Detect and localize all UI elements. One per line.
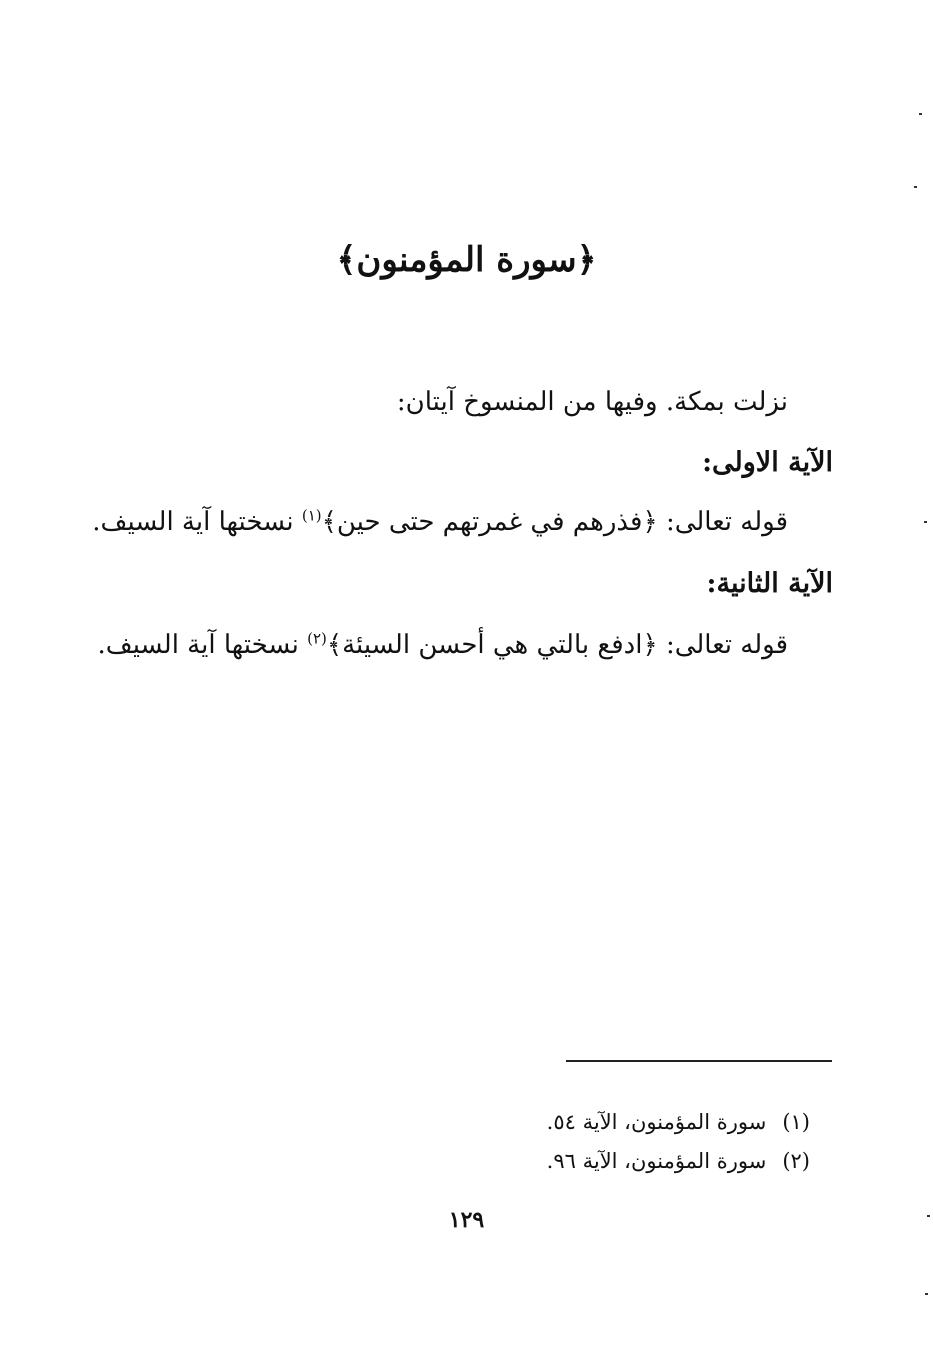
verse-prefix: قوله تعالى: — [657, 507, 788, 537]
footnote-text: سورة المؤمنون، الآية ٥٤. — [546, 1110, 767, 1134]
footnote-marker: (٢) — [307, 629, 327, 648]
surah-title: ﴿سورة المؤمنون﴾ — [336, 240, 597, 280]
intro-text: نزلت بمكة. وفيها من المنسوخ آيتان: — [396, 387, 788, 417]
verse-quote: ﴿فذرهم في غمرتهم حتى حين﴾ — [321, 507, 658, 537]
footnote-number: (٢) — [782, 1149, 810, 1173]
verse-line-1 — [92, 502, 788, 542]
scan-speck — [914, 186, 917, 188]
verse-prefix: قوله تعالى: — [657, 630, 788, 660]
footnote-marker: (١) — [301, 506, 322, 525]
scan-speck — [919, 113, 922, 115]
scan-speck — [927, 1215, 930, 1217]
scan-speck — [925, 1293, 928, 1295]
verse-heading-1: الآية الاولى: — [702, 447, 833, 478]
footnote-1 — [547, 1106, 810, 1138]
footnote-number: (١) — [782, 1110, 810, 1134]
footnote-text: سورة المؤمنون، الآية ٩٦. — [546, 1149, 767, 1173]
footnote-2 — [547, 1145, 810, 1177]
verse-suffix: نسختها آية السيف. — [97, 630, 308, 660]
scan-speck — [924, 521, 927, 523]
verse-heading-2: الآية الثانية: — [706, 568, 833, 599]
verse-suffix: نسختها آية السيف. — [92, 507, 302, 537]
footnote-separator — [566, 1060, 832, 1062]
verse-line-2 — [98, 625, 788, 665]
page-number: ١٢٩ — [448, 1207, 485, 1233]
verse-quote: ﴿ادفع بالتي هي أحسن السيئة﴾ — [326, 630, 658, 660]
